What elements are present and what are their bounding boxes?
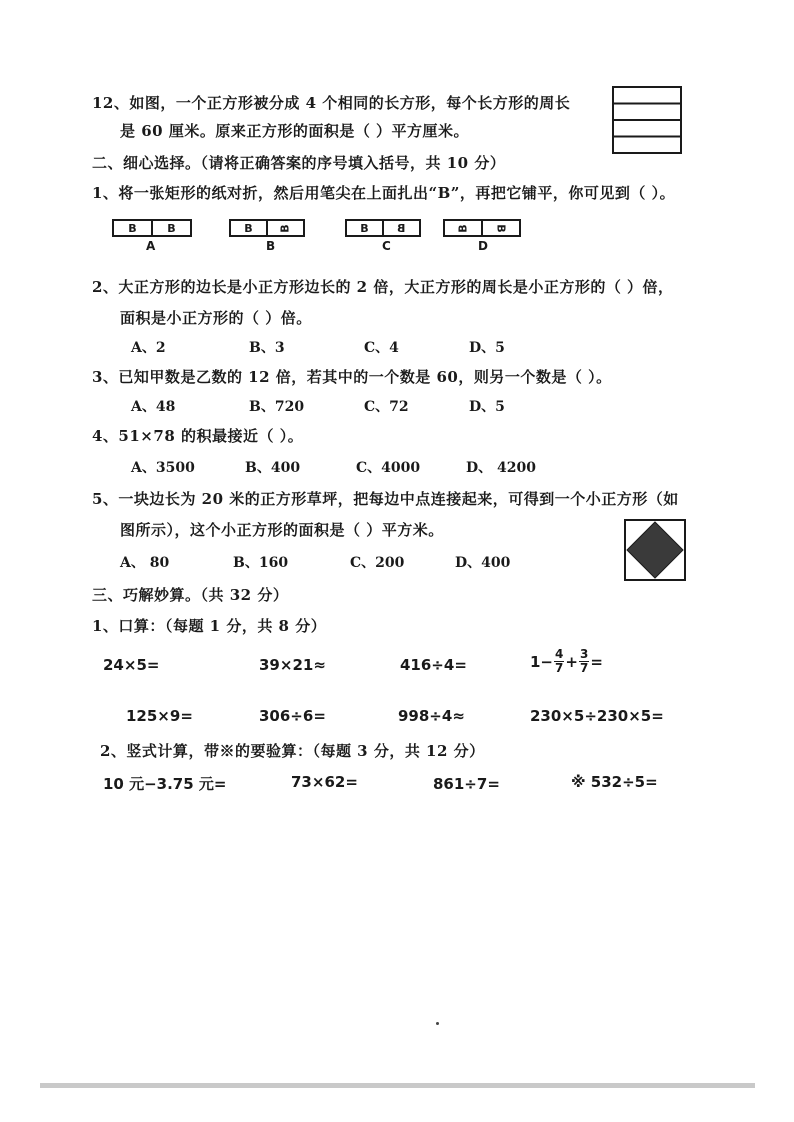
q4-option-b: B、400	[245, 460, 301, 476]
q5-text-line2: 图所示），这个小正方形的面积是（ ）平方米。	[120, 521, 444, 539]
strip-d-right: B	[494, 223, 508, 233]
vertical-calc-1: 10 元−3.75 元=	[103, 775, 227, 793]
q5-option-c: C、200	[350, 555, 405, 571]
oral-calc-5: 125×9=	[126, 707, 193, 725]
q3-option-b: B、720	[249, 399, 305, 415]
q3-option-c: C、72	[364, 399, 409, 415]
strip-c-right-cell	[382, 221, 419, 235]
section3-heading: 三、巧解妙算。（共 32 分）	[92, 586, 289, 604]
strip-b-right: B	[278, 223, 292, 233]
square-midpoints-figure	[624, 519, 686, 581]
scan-bottom-edge	[40, 1083, 755, 1088]
oral-calc-1: 24×5=	[103, 656, 160, 674]
square-four-rectangles-figure	[612, 86, 682, 154]
q4-option-a: A、3500	[131, 460, 195, 476]
strip-b-right-cell	[266, 221, 303, 235]
q5-option-b: B、160	[233, 555, 289, 571]
strip-a-right: B	[151, 221, 190, 235]
oral-calc-2: 39×21≈	[259, 656, 326, 674]
frac2-numerator: 3	[579, 647, 589, 661]
q5-option-d: D、400	[455, 555, 511, 571]
strip-c-left: B	[360, 221, 369, 235]
oral-calc-4-fraction-expression	[530, 648, 603, 675]
q2-text-line2: 面积是小正方形的（ ）倍。	[120, 309, 312, 327]
oral-calc-heading: 1、口算：（每题 1 分，共 8 分）	[92, 617, 327, 635]
strip-option-c	[345, 219, 421, 237]
vertical-calc-4: ※ 532÷5=	[571, 773, 658, 791]
vertical-calc-3: 861÷7=	[433, 775, 500, 793]
q12-text-line2: 是 60 厘米。原来正方形的面积是（ ）平方厘米。	[120, 122, 470, 140]
q3-option-a: A、48	[131, 399, 176, 415]
frac-tail: =	[590, 652, 603, 671]
q4-option-d: D、 4200	[466, 460, 536, 476]
strip-option-d	[443, 219, 521, 237]
strip-b-label: B	[266, 239, 276, 253]
strip-a-left: B	[128, 221, 137, 235]
vertical-calc-heading: 2、竖式计算，带※的要验算：（每题 3 分，共 12 分）	[100, 742, 485, 760]
strip-c-right: B	[397, 221, 406, 235]
strip-a-label: A	[146, 239, 156, 253]
q2-option-b: B、3	[249, 340, 285, 356]
q3-text: 3、已知甲数是乙数的 12 倍，若其中的一个数是 60，则另一个数是（ ）。	[92, 368, 612, 386]
q2-text-line1: 2、大正方形的边长是小正方形边长的 2 倍，大正方形的周长是小正方形的（ ）倍，	[92, 278, 674, 296]
strip-d-left: B	[456, 223, 470, 233]
strip-b-left: B	[244, 221, 253, 235]
section2-heading: 二、细心选择。（请将正确答案的序号填入括号，共 10 分）	[92, 154, 506, 172]
q2-option-a: A、2	[131, 340, 166, 356]
q4-text: 4、51×78 的积最接近（ ）。	[92, 427, 304, 445]
fraction-3-7	[579, 648, 589, 675]
fraction-4-7	[554, 648, 564, 675]
strip-c-label: C	[382, 239, 391, 253]
oral-calc-8: 230×5÷230×5=	[530, 707, 664, 725]
q4-option-c: C、4000	[356, 460, 421, 476]
strip-option-b	[229, 219, 305, 237]
frac-lead: 1−	[530, 652, 554, 671]
q5-text-line1: 5、一块边长为 20 米的正方形草坪，把每边中点连接起来，可得到一个小正方形（如	[92, 490, 679, 508]
q2-option-d: D、5	[469, 340, 505, 356]
frac2-denominator: 7	[579, 661, 589, 675]
q12-text-line1: 12、如图，一个正方形被分成 4 个相同的长方形，每个长方形的周长	[92, 94, 571, 112]
oral-calc-3: 416÷4=	[400, 656, 467, 674]
strip-d-right-cell	[481, 221, 519, 235]
q1-text: 1、将一张矩形的纸对折，然后用笔尖在上面扎出“B”，再把它铺平，你可见到（ ）。	[92, 184, 676, 202]
scan-dot	[436, 1022, 439, 1025]
oral-calc-7: 998÷4≈	[398, 707, 465, 725]
frac1-denominator: 7	[555, 661, 564, 675]
strip-option-a	[112, 219, 192, 237]
oral-calc-6: 306÷6=	[259, 707, 326, 725]
vertical-calc-2: 73×62=	[291, 773, 358, 791]
frac1-numerator: 4	[555, 647, 564, 661]
q2-option-c: C、4	[364, 340, 399, 356]
strip-d-left-cell	[445, 221, 481, 235]
q3-option-d: D、5	[469, 399, 505, 415]
q5-option-a: A、 80	[120, 555, 170, 571]
frac-op: +	[565, 652, 578, 671]
strip-d-label: D	[478, 239, 488, 253]
